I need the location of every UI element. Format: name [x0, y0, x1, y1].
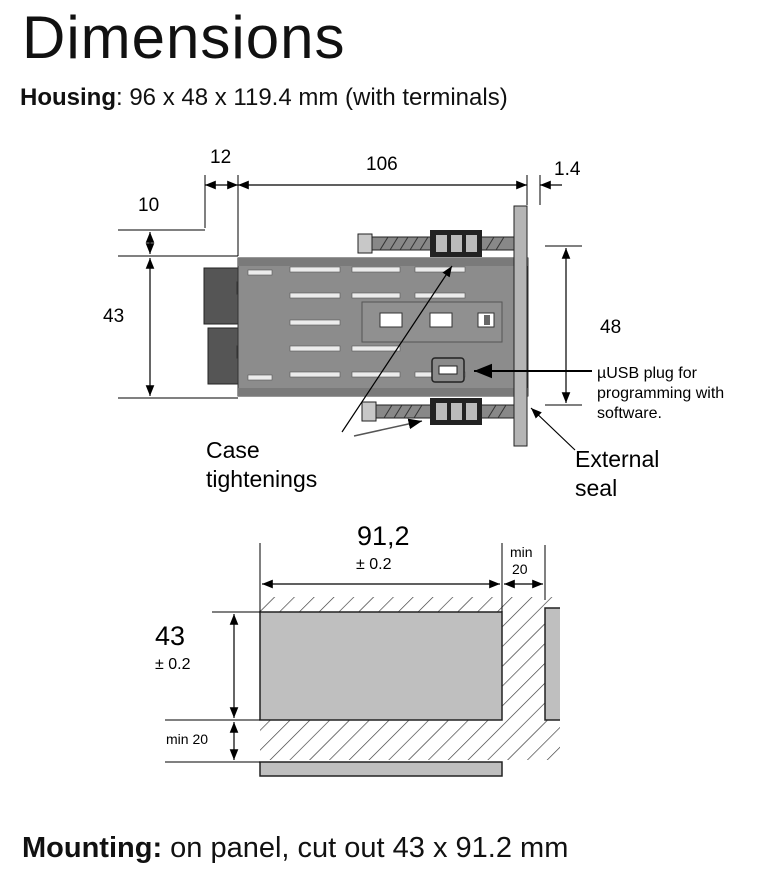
case-tightenings-label [206, 437, 317, 492]
gap-right-value: 20 [512, 561, 528, 577]
cutout-view [155, 521, 572, 780]
front-panel [514, 206, 527, 446]
usb-callout-line-1: µUSB plug for [597, 365, 697, 382]
usb-callout [597, 365, 729, 422]
cutout-main [260, 612, 502, 720]
housing-label: Housing [20, 84, 116, 111]
dim-10-label: 10 [138, 195, 160, 216]
gap-bottom-label: min 20 [166, 731, 209, 747]
dim-12-label: 12 [210, 147, 232, 168]
gap-right-min: min [510, 544, 533, 560]
seal-label-line-1: External [575, 446, 660, 472]
usb-callout-line-2: programming with [597, 385, 725, 402]
page-title: Dimensions [22, 4, 346, 71]
bracket-top [358, 230, 514, 257]
mounting-label: Mounting: [22, 832, 163, 864]
housing-value: : 96 x 48 x 119.4 mm (with terminals) [116, 84, 508, 111]
usb-callout-line-3: software. [597, 405, 662, 422]
mounting-value: on panel, cut out 43 x 91.2 mm [162, 832, 569, 864]
dim-43-label: 43 [103, 306, 125, 327]
seal-label-line-2: seal [575, 475, 618, 501]
case-label-line-2: tightenings [206, 466, 318, 492]
cutout-adjacent-below [260, 762, 502, 776]
seal-leader [531, 408, 575, 450]
mounting-spec [22, 834, 568, 863]
terminal-block-top [204, 268, 238, 324]
dim-48-label: 48 [600, 317, 622, 338]
cutout-width-label: 91,2 [357, 521, 410, 551]
terminal-block-bottom [208, 328, 238, 384]
cutout-height-tolerance: ± 0.2 [155, 656, 191, 673]
dim-1-4-label: 1.4 [554, 159, 581, 180]
external-seal-label [575, 446, 666, 501]
side-view [103, 147, 729, 501]
case-leader-bottom [354, 421, 422, 436]
dim-106-label: 106 [366, 154, 398, 175]
case-label-line-1: Case [206, 437, 260, 463]
cutout-height-label: 43 [155, 621, 186, 651]
cutout-width-tolerance: ± 0.2 [356, 556, 392, 573]
bracket-bottom [362, 398, 514, 425]
